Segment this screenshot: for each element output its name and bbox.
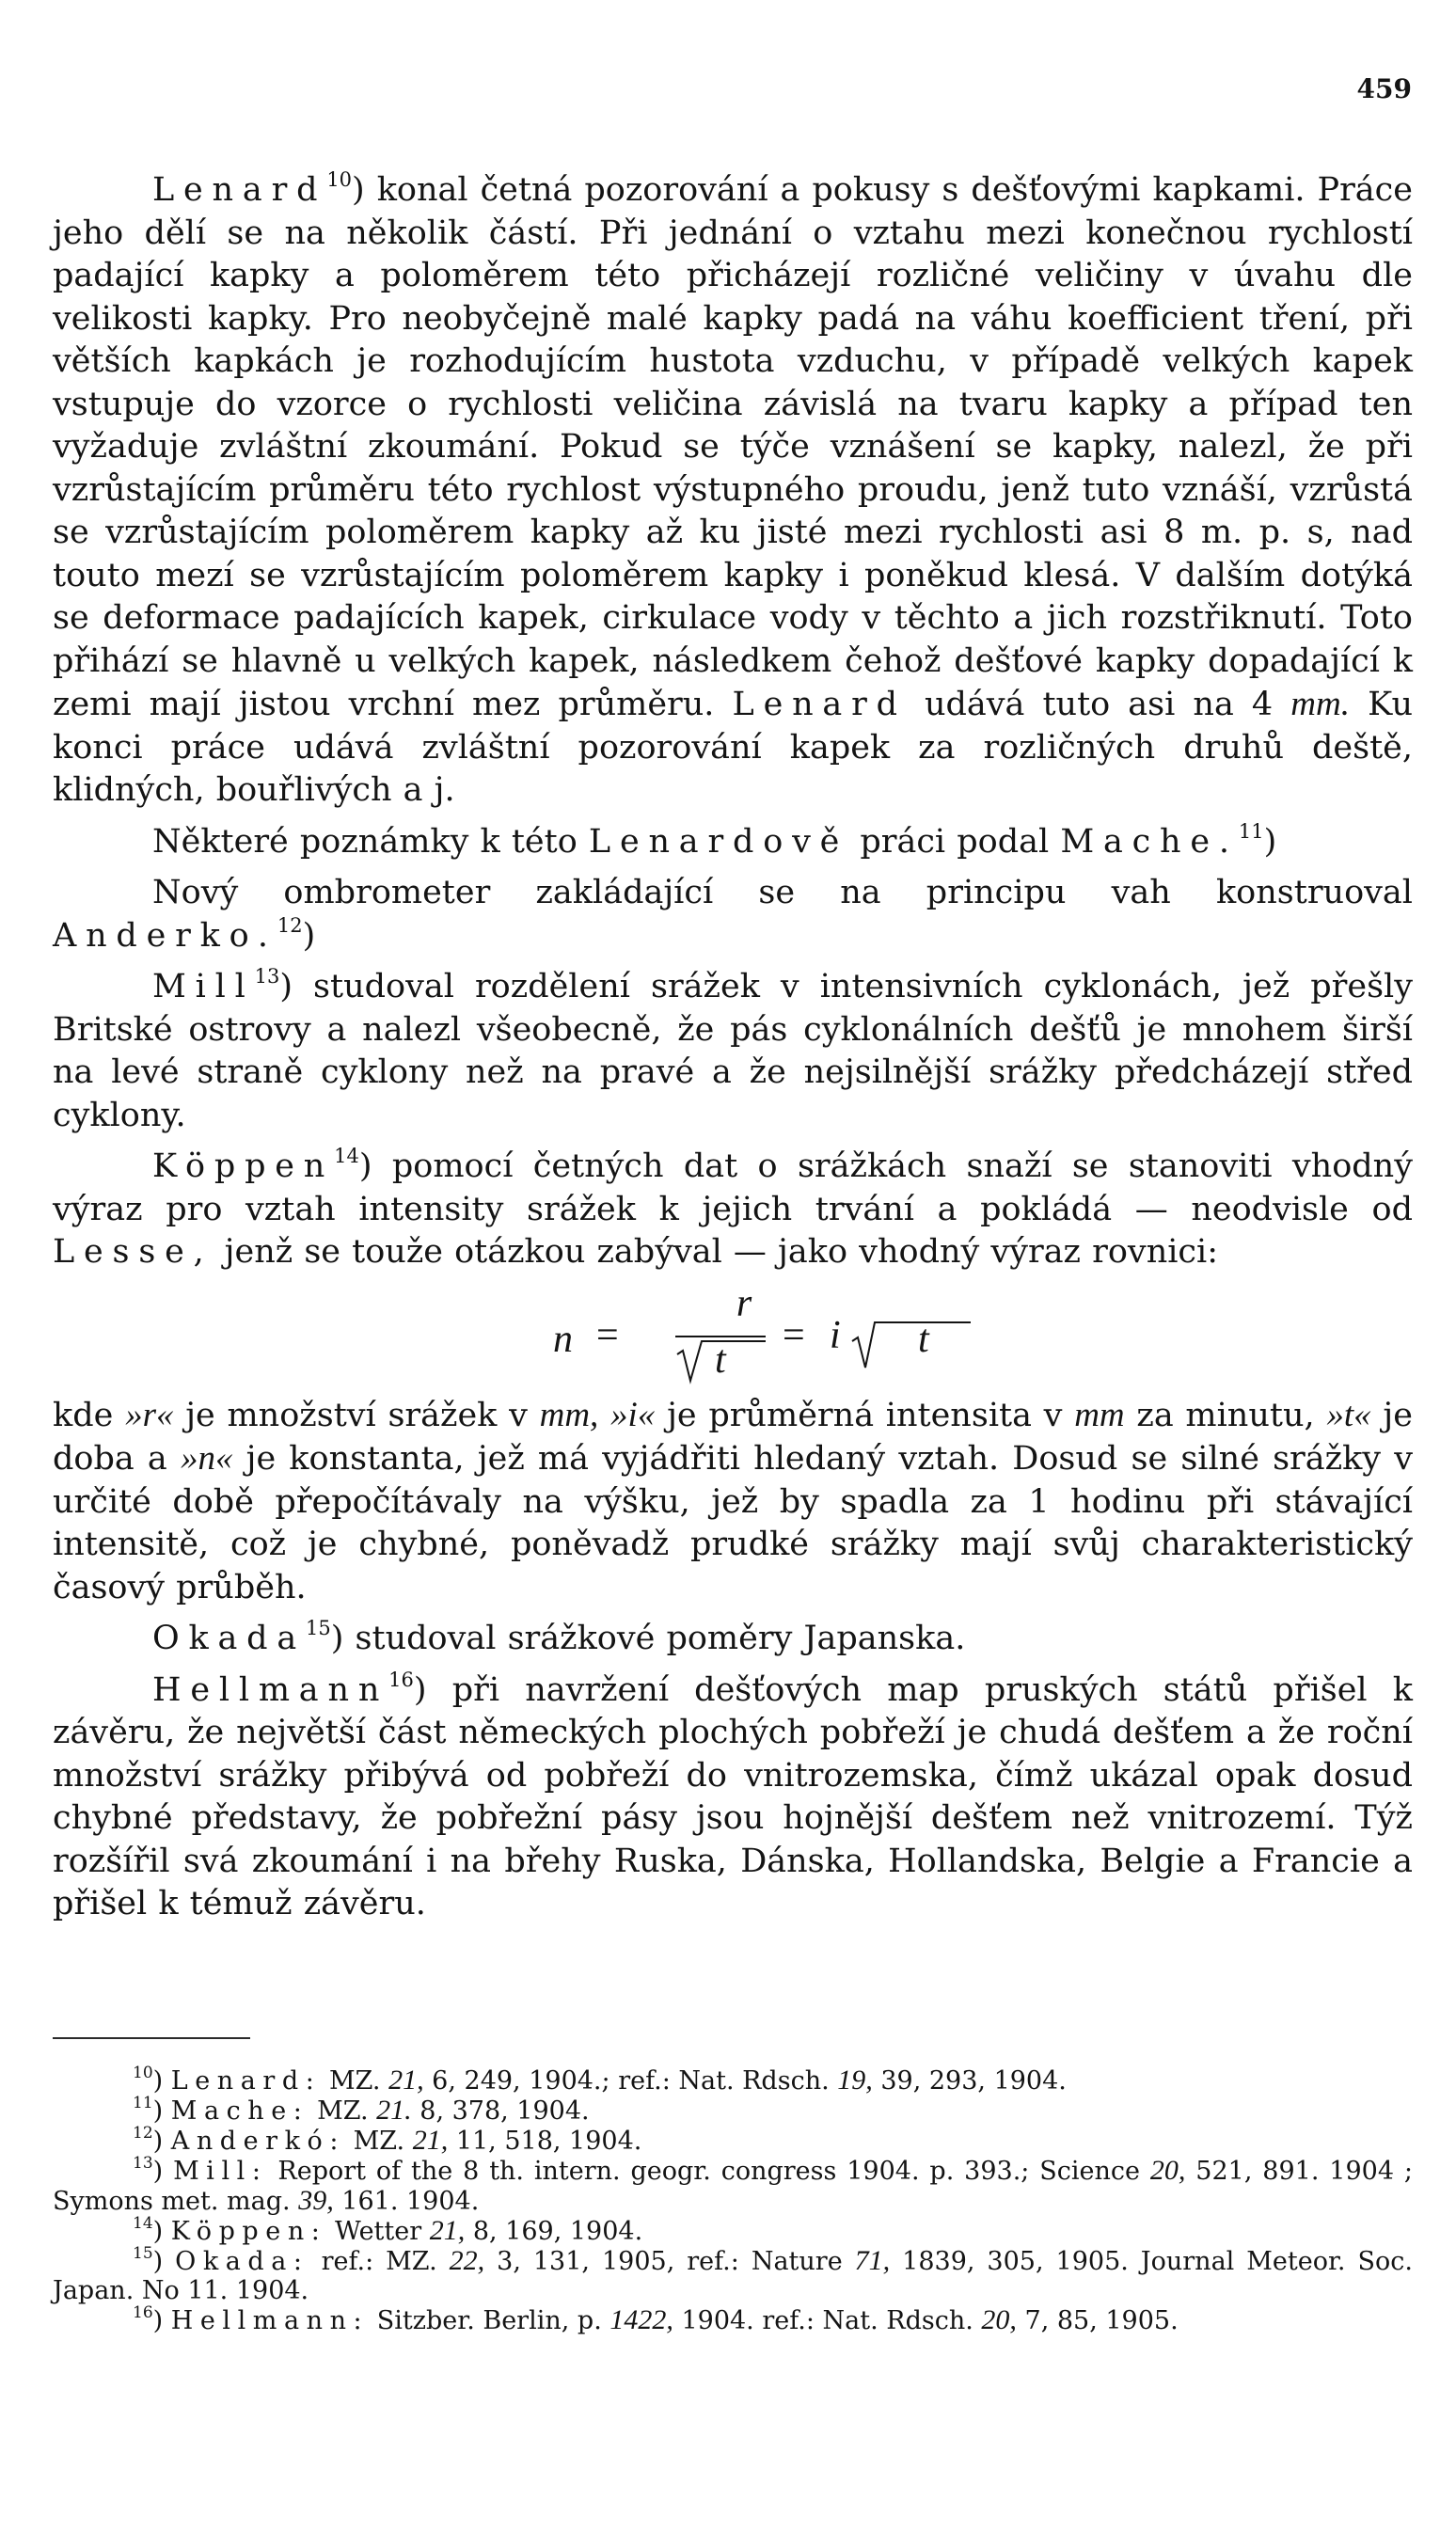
- footnote-ref: 13: [254, 965, 280, 989]
- footnote-number: 14: [133, 2214, 153, 2233]
- footnote-volume: 19,: [837, 2064, 873, 2096]
- footnote-text: Sitzber. Berlin, p.: [376, 2306, 602, 2335]
- footnote-divider: [53, 2037, 250, 2039]
- author-name: Lenard: [732, 686, 907, 723]
- footnote-text: 6, 249, 1904.; ref.: Nat. Rdsch.: [432, 2066, 830, 2096]
- unit-text: mm.: [1290, 685, 1350, 723]
- footnote-author: Mill:: [173, 2157, 268, 2186]
- formula-lhs: n: [553, 1317, 573, 1361]
- footnote-number: 16: [133, 2303, 153, 2322]
- paragraph-koppen: [53, 1146, 1413, 1274]
- footnote-volume: 21,: [412, 2125, 449, 2156]
- author-name: Lenard: [152, 171, 327, 209]
- formula-fraction: [636, 1283, 777, 1386]
- paragraph-text: je konstanta, jež má vyjádřiti hledaný vztah. Dosud se silné srážky v určité době přepočítávaly na výšku, jež by spadla za 1 hodinu při stávající intensitě, což je chybné, poněvadž prudké srážky mají svůj charakteristický časový průběh.: [53, 1440, 1413, 1606]
- footnote-text: 161. 1904.: [341, 2187, 480, 2216]
- footnote-text: 521, 891. 1904 ; Symons met. mag.: [53, 2157, 1413, 2216]
- paragraph-text: jenž se touže otázkou zabýval — jako vhodný výraz rovnici:: [224, 1233, 1219, 1271]
- footnote-volume: 71,: [854, 2245, 891, 2276]
- footnote-author: Lenard:: [170, 2066, 322, 2096]
- footnotes: [53, 2065, 1413, 2335]
- paragraph-text: Některé poznámky k této: [152, 822, 578, 861]
- footnote-number: 11: [133, 2094, 153, 2112]
- footnote-ref: 15: [306, 1617, 331, 1640]
- footnote-text: 3, 131, 1905, ref.: Nature: [497, 2247, 843, 2276]
- footnote-text: 8, 169, 1904.: [472, 2217, 643, 2246]
- paragraph-text: ) pomocí četných dat o srážkách snaží se stanoviti vhodný výraz pro vztah intensity srážek k jejich trvání a pokládá — neodvisle od: [53, 1147, 1413, 1228]
- paragraph-lenard: [53, 169, 1413, 813]
- paragraph-text: kde: [53, 1396, 114, 1434]
- footnote-author: Okada:: [175, 2247, 309, 2276]
- footnote-text: 7, 85, 1905.: [1024, 2306, 1179, 2335]
- paragraph-text: je doba a: [53, 1396, 1413, 1478]
- footnote-volume: 39,: [298, 2185, 334, 2216]
- unit-text: mm: [1074, 1395, 1125, 1434]
- paragraph-text: ) konal četná pozorování a pokusy s dešťovými kapkami. Práce jeho dělí se na několik částí. Při jednání o vztahu mezi konečnou rychlostí padající kapky a poloměrem této přicházejí rozličné veličiny v úvahu dle velikosti kapky. Pro neobyčejně malé kapky padá na váhu koefficient tření, při větších kapkách je rozhodujícím hustota vzduchu, v případě velkých kapek vstupuje do vzorce o rychlosti veličina závislá na tvaru kapky a případ ten vyžaduje zvláštní zkoumání. Pokud se týče vznášení se kapky, nalezl, že při vzrůstajícím průměru této rychlost výstupného proudu, jenž tuto vznáší, vzrůstá se vzrůstajícím poloměrem kapky až ku jisté mezi rychlosti asi 8 m. p. s, nad touto mezí se vzrůstajícím poloměrem kapky i poněkud klesá. V dalším dotýká se deformace padajících kapek, cirkulace vody v těchto a jich rozstřiknutí. Toto přihází se hlavně u velkých kapek, následkem čehož dešťové kapky dopadající k zemi mají jistou vrchní mez průměru.: [53, 171, 1413, 723]
- main-text: [53, 169, 1413, 1935]
- footnote-author: Anderkó:: [170, 2127, 346, 2156]
- formula-rhs: [830, 1311, 989, 1386]
- footnote-number: 13: [133, 2154, 153, 2173]
- symbol-quote: »i«: [610, 1395, 656, 1434]
- paragraph-hellmann: [53, 1669, 1413, 1926]
- footnote-volume: 20,: [981, 2304, 1017, 2335]
- footnote-author: Hellmann:: [170, 2306, 370, 2335]
- footnote-text: ref.: MZ.: [321, 2247, 437, 2276]
- author-name: Okada: [152, 1620, 307, 1657]
- author-name: Anderko.: [53, 916, 277, 955]
- footnote: $^{15}$) Okada: ref.: MZ. 22, 3, 131, 1905, ref.: Nature 71, 1839, 305, 1905. Journal Meteor. Soc. Japan. No 11. 1904.: [53, 2244, 1413, 2305]
- symbol-quote: »t«: [1326, 1395, 1371, 1434]
- paragraph-text: udává tuto asi na 4: [924, 686, 1274, 723]
- unit-text: mm,: [539, 1395, 599, 1434]
- footnote-ref: 12: [277, 913, 303, 937]
- footnote-author: Mache:: [170, 2096, 309, 2126]
- paragraph-mill: [53, 966, 1413, 1137]
- paragraph-text: je průměrná intensita v: [667, 1396, 1063, 1434]
- formula-numerator: r: [736, 1281, 752, 1325]
- paragraph-anderko: [53, 872, 1413, 957]
- paragraph-okada: [53, 1618, 1413, 1661]
- paragraph-text: ) studoval rozdělení srážek v intensivních cyklonách, jež přešly Britské ostrovy a nalezl všeobecně, že pás cyklonálních dešťů je mnohem širší na levé straně cyklony než na pravé a že nejsilnější srážky předcházejí střed cyklony.: [53, 968, 1413, 1134]
- footnote-volume: 21,: [388, 2064, 424, 2096]
- symbol-quote: »n«: [180, 1439, 233, 1478]
- formula-coefficient: i: [830, 1313, 841, 1357]
- footnote: $^{10}$) Lenard: MZ. 21, 6, 249, 1904.; ref.: Nat. Rdsch. 19, 39, 293, 1904.: [133, 2064, 1067, 2096]
- footnote-text: 39, 293, 1904.: [880, 2066, 1067, 2096]
- sqrt-sign-icon: [830, 1311, 989, 1386]
- author-name: Lenardově: [588, 822, 849, 861]
- paragraph-mache: [53, 821, 1413, 864]
- paragraph-definitions: [53, 1394, 1413, 1610]
- footnote-text: 1839, 305, 1905. Journal Meteor. Soc. Japan. No 11. 1904.: [53, 2247, 1413, 2305]
- author-name: Köppen: [152, 1147, 335, 1185]
- footnote-volume: 20,: [1149, 2155, 1186, 2186]
- footnote-number: 15: [133, 2244, 153, 2263]
- paragraph-text: za minutu,: [1136, 1396, 1315, 1434]
- footnote: $^{13}$) Mill: Report of the 8 th. intern. geogr. congress 1904. p. 393.; Science 20, 521, 891. 1904 ; Symons met. mag. 39, 161. 1904.: [53, 2154, 1413, 2216]
- footnote: $^{14}$) Köppen: Wetter 21, 8, 169, 1904.: [133, 2214, 643, 2246]
- footnote-ref: 11: [1238, 819, 1264, 843]
- author-name: Mache.: [1060, 822, 1239, 861]
- footnote-text: 11, 518, 1904.: [455, 2127, 642, 2156]
- formula: [53, 1283, 1413, 1386]
- footnote-text: 8, 378, 1904.: [419, 2096, 590, 2126]
- footnote: $^{11}$) Mache: MZ. 21. 8, 378, 1904.: [133, 2094, 590, 2126]
- formula-equals: =: [783, 1313, 805, 1357]
- author-name: Mill: [152, 968, 255, 1005]
- footnote-text: Wetter: [335, 2217, 422, 2246]
- footnote-volume: 1422,: [609, 2304, 673, 2335]
- sqrt-sign-icon: [636, 1283, 777, 1386]
- paragraph-text: ): [302, 916, 316, 955]
- footnote-text: 1904. ref.: Nat. Rdsch.: [681, 2306, 973, 2335]
- footnote-ref: 10: [326, 168, 353, 192]
- footnote-number: 12: [133, 2124, 153, 2143]
- footnote-text: MZ.: [353, 2127, 405, 2156]
- formula-rhs-var: t: [918, 1317, 929, 1361]
- footnote-text: MZ.: [328, 2066, 381, 2096]
- paragraph-text: ) studoval srážkové poměry Japanska.: [330, 1620, 966, 1657]
- footnote-ref: 16: [388, 1668, 414, 1691]
- formula-denominator-var: t: [715, 1337, 726, 1382]
- paragraph-text: ) při navržení dešťových map pruských států přišel k závěru, že největší část německých plochých pobřeží je chudá dešťem a že roční množství srážky přibývá od pobřeží do vnitrozemska, čímž ukázal opak dosud chybné představy, že pobřežní pásy jsou hojnější dešťem než vnitrozemí. Týž rozšířil svá zkoumání i na břehy Ruska, Dánska, Hollandska, Belgie a Francie a přišel k témuž závěru.: [53, 1670, 1413, 1922]
- formula-equals: =: [596, 1313, 619, 1357]
- footnote: $^{12}$) Anderkó: MZ. 21, 11, 518, 1904.: [133, 2124, 642, 2156]
- symbol-quote: »r«: [125, 1395, 174, 1434]
- footnote-text: MZ.: [317, 2096, 369, 2126]
- paragraph-text: Ku konci práce udává zvláštní pozorování kapek za rozličných druhů deště, klidných, bouřlivých a j.: [53, 686, 1413, 809]
- footnote-volume: 21.: [376, 2095, 412, 2126]
- paragraph-text: ): [1263, 822, 1277, 861]
- page-number: 459: [1356, 73, 1412, 104]
- footnote-ref: 14: [334, 1145, 359, 1168]
- paragraph-text: Nový ombrometer zakládající se na principu vah konstruoval: [152, 874, 1413, 911]
- footnote: $^{16}$) Hellmann: Sitzber. Berlin, p. 1422, 1904. ref.: Nat. Rdsch. 20, 7, 85, 1905.: [133, 2303, 1179, 2335]
- footnote-author: Köppen:: [170, 2217, 327, 2246]
- footnote-volume: 22,: [449, 2245, 485, 2276]
- author-name: Lesse,: [53, 1233, 214, 1271]
- paragraph-text: je množství srážek v: [185, 1396, 528, 1434]
- footnote-number: 10: [133, 2064, 153, 2082]
- footnote-volume: 21,: [429, 2215, 466, 2246]
- footnote-text: Report of the 8 th. intern. geogr. congress 1904. p. 393.; Science: [277, 2157, 1140, 2186]
- author-name: Hellmann: [152, 1670, 389, 1709]
- paragraph-text: práci podal: [860, 822, 1050, 861]
